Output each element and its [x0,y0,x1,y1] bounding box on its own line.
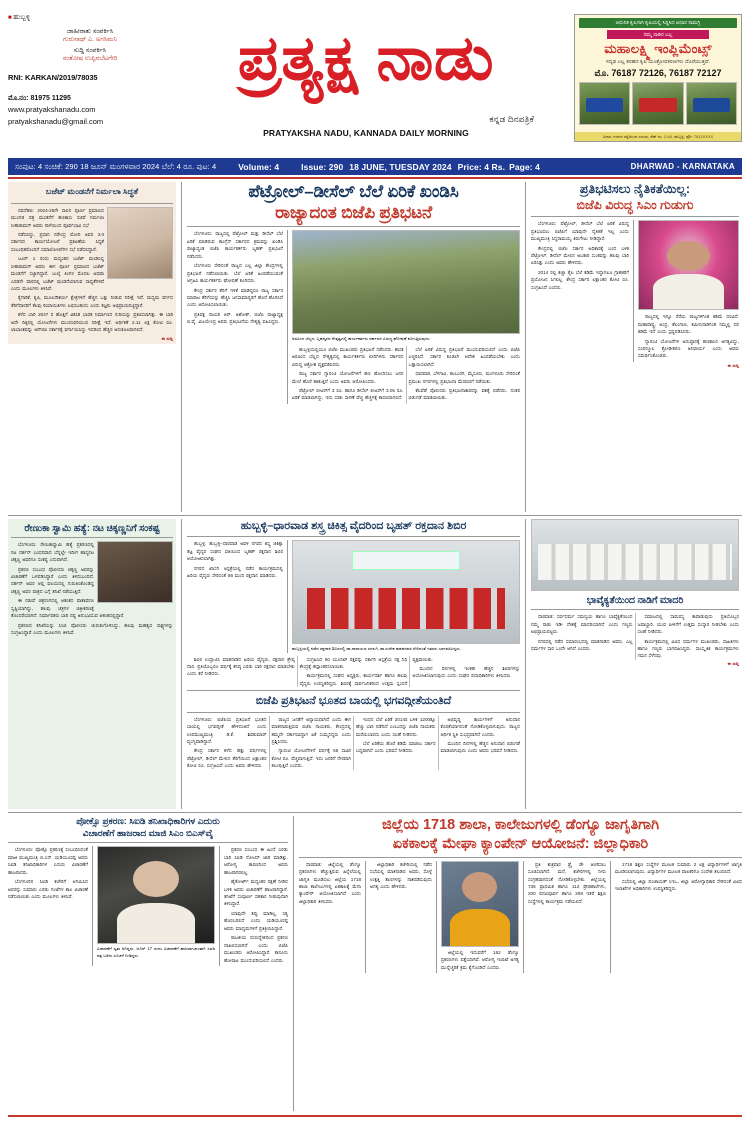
pocso-c3-p0: ಯಾವುದೇ ತಪ್ಪು ಮಾಡಿಲ್ಲ, ಸತ್ಯ ಹೊರಬರಲಿದೆ ಎಂದು ಯಡಿಯೂರಪ್ಪ ಅವರು ಮಾಧ್ಯಮಗಳಿಗೆ ಪ್ರತಿಕ್ರಿಯಿಸಿದ್ದಾರೆ. [224,910,288,931]
cm-body-col1 [531,220,629,362]
petrol-headline-line1: ಪೆಟ್ರೋಲ್–ಡೀಸೆಲ್ ಬೆಲೆ ಏರಿಕೆ ಖಂಡಿಸಿ [248,182,459,201]
bhootha-headline: ಬಿಜೆಪಿ ಪ್ರತಿಭಟನೆ ಭೂತದ ಬಾಯಲ್ಲಿ ಭಗವದ್ಗೀತೆಯಂತಿದೆ [255,695,452,708]
dengue-body-col4 [528,861,606,973]
header-red-rule [8,177,742,179]
petrol-c1-p1: ಬೆಂಗಳೂರು ಸೇರಿದಂತೆ ರಾಜ್ಯದ ಎಲ್ಲ ಜಿಲ್ಲಾ ಕೇಂದ್ರಗಳಲ್ಲಿ ಪ್ರತಿಭಟನೆ ನಡೆಸಲಾಯಿತು. ಬೆಲೆ ಏರಿಕೆ ಹಿಂಪಡೆಯುವಂತೆ ಆಗ್ರಹಿಸಿ ಕಾರ್ಯಕರ್ತರು ಘೋಷಣೆ ಕೂಗಿದರು. [187,263,283,284]
cm-p0: ಬೆಂಗಳೂರು: ಪೆಟ್ರೋಲ್, ಡೀಸೆಲ್ ಬೆಲೆ ಏರಿಕೆ ವಿರುದ್ಧ ಪ್ರತಿಭಟಿಸಲು ಬಿಜೆಪಿಗೆ ಯಾವುದೇ ನೈತಿಕತೆ ಇಲ್ಲ ಎಂದು ಮುಖ್ಯಮಂತ್ರಿ ಸಿದ್ದರಾಮಯ್ಯ ತಿರುಗೇಟು ನೀಡಿದ್ದಾರೆ. [531,221,629,242]
pocso-c1-p0: ಬೆಂಗಳೂರು: ಪೋಕ್ಸೊ ಪ್ರಕರಣಕ್ಕೆ ಸಂಬಂಧಿಸಿದಂತೆ ಮಾಜಿ ಮುಖ್ಯಮಂತ್ರಿ ಬಿ.ಎಸ್. ಯಡಿಯೂರಪ್ಪ ಅವರು ಸಿಐಡಿ ತನಿಖಾಧಿಕಾರಿಗಳ ಎದುರು ವಿಚಾರಣೆಗೆ ಹಾಜರಾದರು. [8,847,88,875]
bhootha-c3-p0: ಇಂಧನ ಬೆಲೆ ಏರಿಕೆ 2014ರ ಬಳಿಕ 1200ಕ್ಕೂ ಹೆಚ್ಚು ಬಾರಿ ನಡೆದಿದೆ ಎಂಬುದನ್ನು ಬಿಜೆಪಿ ನಾಯಕರು ಮರೆಯಬಾರದು ಎಂದು ಸಲಹೆ ನೀಡಿದರು. [356,716,436,737]
petrol-headline-line2: ರಾಜ್ಯಾದಂತ ಬಿಜೆಪಿ ಪ್ರತಿಭಟನೆ [275,202,432,222]
news-contact-block [22,47,158,63]
cm-siddaramaiah-photo [638,220,739,310]
dengue-c1-p0: ಧಾರವಾಡ: ಜಿಲ್ಲೆಯಲ್ಲಿ ಡೆಂಗ್ಯೂ ಪ್ರಕರಣಗಳು ಹೆಚ್ಚುತ್ತಿರುವ ಹಿನ್ನೆಲೆಯಲ್ಲಿ ಜಾಗೃತಿ ಮೂಡಿಸಲು ಜಿಲ್ಲೆಯ 1718 ಶಾಲಾ ಕಾಲೇಜುಗಳಲ್ಲಿ ಏಕಕಾಲಕ್ಕೆ ಮೆಗಾ ಕ್ಯಾಂಪೇನ್ ಆಯೋಜಿಸಲಾಗಿದೆ ಎಂದು ಜಿಲ್ಲಾಧಿಕಾರಿ ತಿಳಿಸಿದರು. [299,861,361,904]
cm-story[interactable] [531,182,739,512]
cm-headline-line1: ಪ್ರತಿಭಟಿಸಲು ನೈತಿಕತೆಯಿಲ್ಲ: [579,182,691,196]
renuka-p0: ಬೆಂಗಳೂರು: ರೇಣುಕಾಸ್ವಾಮಿ ಹತ್ಯೆ ಪ್ರಕರಣದಲ್ಲಿ ನಟ ದರ್ಶನ್ ಬಂಧನವಾದ ಬೆನ್ನಲ್ಲೇ ಇದೀಗ ಹಾಸ್ಯನಟ ಚಿಕ್ಕಣ್ಣ ಅವರಿಗೂ ಸಂಕಷ್ಟ ಎದುರಾಗಿದೆ. [11,542,94,563]
cm-p1: ಕೇಂದ್ರದಲ್ಲಿ ಬಿಜೆಪಿ ಸರ್ಕಾರ ಅಧಿಕಾರಕ್ಕೆ ಬಂದ ಬಳಿಕ ಪೆಟ್ರೋಲ್, ಡೀಸೆಲ್ ಮೇಲಿನ ಅಬಕಾರಿ ಸುಂಕವನ್ನು ಹಲವು ಬಾರಿ ಏರಿಸಿತ್ತು ಎಂದು ಅವರು ಹೇಳಿದರು. [531,245,629,266]
bhav-c2-p1: ಕಾರ್ಯಕ್ರಮದಲ್ಲಿ ವಿವಿಧ ಧರ್ಮಗಳ ಮುಖಂಡರು, ಸಾಹಿತಿಗಳು ಹಾಗೂ ಗಣ್ಯರು ಭಾಗವಹಿಸಿದ್ದರು. ಸಾಂಸ್ಕೃತಿಕ ಕಾರ್ಯಕ್ರಮಗಳು ಗಮನ ಸೆಳೆದವು. [637,638,739,659]
dengue-body-col1 [299,861,361,973]
cm-credit: ಈ ಸುದ್ದಿ [727,362,739,368]
petrol-headline [187,182,520,223]
blood-c1-p0: ಹುಬ್ಬಳ್ಳಿ: ಹುಬ್ಬಳ್ಳಿ–ಧಾರವಾಡ ಅವಳಿ ನಗರದ ಶಸ್ತ್ರ ಚಿಕಿತ್ಸಾ ತಜ್ಞ ವೈದ್ಯರ ಸಂಘದ ವತಿಯಿಂದ ಬೃಹತ್ ರಕ್ತದಾನ ಶಿಬಿರ ಆಯೋಜಿಸಲಾಗಿತ್ತು. [187,541,283,562]
masthead-bullet: ■ ಹುಬ್ಬಳ್ಳಿ [8,14,31,21]
footer-red-rule [8,1115,742,1117]
dengue-story[interactable] [299,816,742,1111]
renuka-headline: ರೇಣುಕಾ ಸ್ವಾಮಿ ಹತ್ಯೆ: ನಟ ಚಿಕ್ಕಣ್ಣನಿಗೆ ಸಂಕಷ್ಟ [24,522,160,533]
renuka-body [11,541,173,636]
budget-para-4: ಕಳೆದ ಬಾರಿ 2047 ರ ಹೊತ್ತಿಗೆ ವಿಕಸಿತ ಭಾರತ ನಿರ್ಮಾಣದ ಗುರಿಯನ್ನು ಪ್ರಕಟಿಸಲಾಗಿತ್ತು. ಈ ಬಾರಿ ಅದೇ ದಿಕ್ಕಿನಲ್ಲಿ ಯೋಜನೆಗಳು ಮುಂದುವರಿಯುವ ನಿರೀಕ್ಷೆ ಇದೆ. ಆರ್ಥಿಕತೆ 2.11 ಲಕ್ಷ ಕೋಟಿ ರೂ. ಲಾಭಾಂಶವನ್ನು ಆರ್‌ಬಿಐ ಸರ್ಕಾರಕ್ಕೆ ವರ್ಗಾಯಿಸಿದ್ದು ಇದರಿಂದ ಹೆಚ್ಚಿನ ಅನುಕೂಲವಾಗಲಿದೆ. [11,312,173,333]
column-rule-3 [181,519,182,809]
column-rule-1 [181,182,182,512]
petrol-c3-p0: ಬೆಲೆ ಏರಿಕೆ ವಿರುದ್ಧ ಪ್ರತಿಭಟನೆ ಮುಂದುವರಿಯಲಿದೆ ಎಂದು ಬಿಜೆಪಿ ಎಚ್ಚರಿಸಿದೆ. ಸರ್ಕಾರ ಕೂಡಲೇ ಆದೇಶ ಹಿಂಪಡೆಯಬೇಕು ಎಂದು ಒತ್ತಾಯಿಸಲಾಗಿದೆ. [408,346,520,367]
bhootha-c4-p0: ಅಭಿವೃದ್ಧಿ ಕಾರ್ಯಗಳಿಗೆ ಅನುದಾನ ಕೊರತೆಯಾಗದಂತೆ ನೋಡಿಕೊಳ್ಳಲಾಗುವುದು. ರಾಜ್ಯದ ಆರ್ಥಿಕ ಸ್ಥಿತಿ ಸುಭದ್ರವಾಗಿದೆ ಎಂದರು. [440,716,520,737]
pocso-body-col3 [224,846,288,966]
contact-phone: ಮೊ.ನಂ: 81975 11295 [8,94,71,102]
pocso-headline-line1: ಪೋಕ್ಸೊ ಪ್ರಕರಣ: ಸಿಐಡಿ ತನಿಖಾಧಿಕಾರಿಗಳ ಎದುರು [76,816,220,826]
budget-headline: ಬಜೆಟ್ ಮಂಡನೆಗೆ ನಿರ್ಮಲಾ ಸಿದ್ಧತೆ [45,187,139,196]
middle-section [8,519,742,809]
bhavaikyate-headline: ಭಾವೈಕ್ಯತೆಯಿಂದ ನಾಡಿಗೆ ಮಾದರಿ [586,594,684,605]
header-advertisement[interactable] [574,14,742,142]
budget-para-3: ಕೈಗಾರಿಕೆ, ಕೃಷಿ, ಮೂಲಸೌಕರ್ಯ ಕ್ಷೇತ್ರಗಳಿಗೆ ಹೆಚ್ಚಿನ ಒತ್ತು ನೀಡುವ ನಿರೀಕ್ಷೆ ಇದೆ. ಮಧ್ಯಮ ವರ್ಗದ ತೆರಿಗೆದಾರರಿಗೆ ಕೆಲವು ರಿಯಾಯಿತಿಗಳು ಲಭಿಸಬಹುದು ಎಂದು ತಜ್ಞರು ಅಭಿಪ್ರಾಯಪಟ್ಟಿದ್ದಾರೆ. [11,295,173,308]
bottom-section [8,816,742,1111]
masthead [8,6,742,156]
dengue-headline-line1: ಜಿಲ್ಲೆಯ 1718 ಶಾಲಾ, ಕಾಲೇಜುಗಳಲ್ಲಿ ಡೆಂಗ್ಯೂ ಜಾಗೃತಿಗಾಗಿ [381,817,660,833]
bhootha-c1-p0: ಬೆಂಗಳೂರು: ಬಿಜೆಪಿಯ ಪ್ರತಿಭಟನೆ ಭೂತದ ಬಾಯಲ್ಲಿ ಭಗವದ್ಗೀತೆ ಹೇಳಿದಂತಿದೆ ಎಂದು ಉಪಮುಖ್ಯಮಂತ್ರಿ ಡಿ.ಕೆ. ಶಿವಕುಮಾರ್ ವ್ಯಂಗ್ಯವಾಡಿದ್ದಾರೆ. [187,716,267,744]
budget-story[interactable] [8,182,176,344]
info-pages: Page: 4 [509,161,541,172]
ad-image-trailer [686,82,737,125]
news-contact-name: ಸಂತೋಷ ಉಪ್ಪಿನಬೆಟಗೇರಿ [62,55,118,63]
petrol-c1-p3: ಪ್ರತಿಪಕ್ಷ ನಾಯಕ ಆರ್. ಅಶೋಕ್, ಬಿಜೆಪಿ ರಾಜ್ಯಾಧ್ಯಕ್ಷ ಬಿ.ವೈ. ವಿಜಯೇಂದ್ರ ಅವರು ಪ್ರತಿಭಟನೆಯ ನೇತೃತ್ವ ವಹಿಸಿದ್ದರು. [187,311,283,325]
masthead-left-info [8,6,158,156]
budget-para-0: ನವದೆಹಲಿ: 2024-25ನೇ ಸಾಲಿನ ಪೂರ್ಣ ಪ್ರಮಾಣದ ಮುಂಗಡ ಪತ್ರ ಮಂಡನೆಗೆ ಹಣಕಾಸು ಸಚಿವೆ ನಿರ್ಮಲಾ ಸೀತಾರಾಮನ್ ಅವರು ನಾಳೆಯಿಂದ ಪೂರ್ವಭಾವಿ ಸಭೆ [11,207,104,228]
bs-yediyurappa-photo [97,846,215,944]
pocso-photo-caption: ವಿಚಾರಣೆಗೆ ಸ್ವತಃ ಅಗಿದ್ದರು. ಜೂನ್ 17 ರಂದು ವಿಚಾರಣೆಗೆ ಹಾಜರಾಗುವಂತಾಗಿ ಸಿಐಡಿ ಪತ್ರ ಬರೆದು ಸೂಚನೆ ನೀಡಿದ್ದರು. [97,946,215,958]
dengue-body-col5 [615,861,742,973]
dengue-c5-p0: 1718 ಶಿಕ್ಷಣ ಸಂಸ್ಥೆಗಳ ಮೂಲಕ ಸುಮಾರು 2 ಲಕ್ಷ ವಿದ್ಯಾರ್ಥಿಗಳಿಗೆ ಜಾಗೃತಿ ಮೂಡಿಸಲಾಗುವುದು. ವಿದ್ಯಾರ್ಥಿಗಳ ಮೂಲಕ ಪಾಲಕರಿಗೂ ಸಂದೇಶ ತಲುಪಲಿದೆ. [615,861,742,875]
pocso-story[interactable] [8,816,288,1111]
bhav-c1-p1: ನಗರದಲ್ಲಿ ನಡೆದ ಸಮಾರಂಭದಲ್ಲಿ ಮಾತನಾಡಿದ ಅವರು, ಎಲ್ಲ ಧರ್ಮಗಳ ಸಾರ ಒಂದೇ ಆಗಿದೆ ಎಂದರು. [531,638,633,651]
bhootha-c2-p0: ರಾಜ್ಯದ ಜನತೆಗೆ ಅನ್ಯಾಯವಾಗಿದೆ ಎಂದು ಈಗ ಮಾತನಾಡುತ್ತಿರುವ ಬಿಜೆಪಿ ನಾಯಕರು, ಕೇಂದ್ರದಲ್ಲಿ ತಮ್ಮದೇ ಸರ್ಕಾರವಿದ್ದಾಗ ಏಕೆ ಸುಮ್ಮನಿದ್ದರು ಎಂದು ಪ್ರಶ್ನಿಸಿದರು. [271,716,351,744]
pocso-c2-p1: ಹೈಕೋರ್ಟ್ ಮಧ್ಯಂತರ ರಕ್ಷಣೆ ನೀಡಿದ ಬಳಿಕ ಅವರು ವಿಚಾರಣೆಗೆ ಹಾಜರಾಗಿದ್ದಾರೆ. ತನಿಖೆಗೆ ಸಂಪೂರ್ಣ ಸಹಕಾರ ನೀಡುವುದಾಗಿ ತಿಳಿಸಿದ್ದಾರೆ. [224,879,288,907]
pocso-c3-p1: ರಾಜಕೀಯ ದುರುದ್ದೇಶದಿಂದ ಪ್ರಕರಣ ದಾಖಲಿಸಲಾಗಿದೆ ಎಂದು ಬಿಜೆಪಿ ಮುಖಂಡರು ಆರೋಪಿಸಿದ್ದಾರೆ. ಕಾನೂನು ಹೋರಾಟ ಮುಂದುವರಿಯಲಿದೆ ಎಂದರು. [224,935,288,963]
budget-body [11,207,173,334]
info-date: 18 JUNE, TUESDAY 2024 [349,161,452,172]
bhootha-c1-p1: ಕೇಂದ್ರ ಸರ್ಕಾರ ಕಳೆದ ಹತ್ತು ವರ್ಷಗಳಲ್ಲಿ ಪೆಟ್ರೋಲ್, ಡೀಸೆಲ್ ಮೇಲಿನ ತೆರಿಗೆಯಿಂದ ಲಕ್ಷಾಂತರ ಕೋಟಿ ರೂ. ಸಂಗ್ರಹಿಸಿದೆ ಎಂದು ಅವರು ಹೇಳಿದರು. [187,748,267,769]
dengue-headline [299,816,742,854]
budget-para-1: ನಡೆಸಲಿದ್ದು, ಪ್ರಧಾನಿ ನರೇಂದ್ರ ಮೋದಿ ಅವರ 3.0 ಸರ್ಕಾರದ ಕಾರ್ಯಯೋಜನೆ ಪ್ರಕಟಣೆಯ ಸಿದ್ಧತೆ ಸಂಬಂಧಿತರೊಂದಿಗೆ ಸಮಾಲೋಚನೆಗಳ ಸಭೆ ನಡೆಸಲಿದ್ದಾರೆ. [11,231,104,252]
dengue-body-col3 [441,949,519,971]
info-place: DHARWAD - KARNATAKA [630,162,735,171]
actor-chikkanna-photo [97,541,173,603]
bhav-c1-p0: ಧಾರವಾಡ: ಸರ್ವಧರ್ಮ ಸಮನ್ವಯ ಹಾಗೂ ಭಾವೈಕ್ಯತೆಯಿಂದ ನಮ್ಮ ನಾಡು ಇಡೀ ದೇಶಕ್ಕೆ ಮಾದರಿಯಾಗಿದೆ ಎಂದು ಗಣ್ಯರು ಅಭಿಪ್ರಾಯಪಟ್ಟರು. [531,614,633,635]
bjp-protest-rally-photo [292,230,520,334]
advert-contact-name: ಗುರುನಾಥ್ ಎ. ಅಗಸಿಮನಿ [63,36,117,44]
column-rule-5 [293,816,294,1111]
cm-p4: ಗ್ಯಾರಂಟಿ ಯೋಜನೆಗಳ ಅನುಷ್ಠಾನಕ್ಕೆ ಹಣಕಾಸಿನ ಅಗತ್ಯವಿದ್ದು, ಸಂಪನ್ಮೂಲ ಕ್ರೋಢೀಕರಣ ಅನಿವಾರ್ಯ ಎಂದು ಅವರು ಸಮರ್ಥಿಸಿಕೊಂಡರು. [638,338,739,359]
center-middle [187,519,520,809]
cm-p2: 2014 ರಲ್ಲಿ ಕಚ್ಚಾ ತೈಲ ಬೆಲೆ ಕಡಿಮೆ ಇದ್ದಾಗಲೂ ಗ್ರಾಹಕರಿಗೆ ಪ್ರಯೋಜನ ಸಿಗಲಿಲ್ಲ. ಕೇಂದ್ರ ಸರ್ಕಾರ ಲಕ್ಷಾಂತರ ಕೋಟಿ ರೂ. ಸಂಗ್ರಹಿಸಿದೆ ಎಂದರು. [531,269,629,290]
ad-description: ಸದೃಢ ಎಲ್ಲ ತರಹದ ಕೃಷಿ ಯಂತ್ರೋಪಕರಣಗಳು ದೊರೆಯುತ್ತವೆ. [606,59,710,65]
bhavaikyate-credit: ಈ ಸುದ್ದಿ [727,660,739,666]
petrol-c3-p2: ಕೆಲವೆಡೆ ಪೊಲೀಸರು ಪ್ರತಿಭಟನಾಕಾರರನ್ನು ವಶಕ್ಕೆ ಪಡೆದರು. ನಂತರ ಬಿಡುಗಡೆ ಮಾಡಲಾಯಿತು. [408,387,520,401]
newspaper-logo: ಪ್ರತ್ಯಕ್ಷ ನಾಡು [237,24,495,93]
blood-c3-p0: ಕಾರ್ಯಕ್ರಮದಲ್ಲಿ ಸಂಘದ ಅಧ್ಯಕ್ಷರು, ಕಾರ್ಯದರ್ಶಿ ಹಾಗೂ ಹಲವು ವೈದ್ಯರು ಉಪಸ್ಥಿತರಿದ್ದರು. ಶಿಬಿರಕ್ಕೆ ಸಾರ್ವಜನಿಕರಿಂದ ಉತ್ತಮ ಸ್ಪಂದನೆ ವ್ಯಕ್ತವಾಯಿತು. [299,656,434,686]
bhavaikyate-story[interactable] [531,519,739,809]
blood-donation-camp-photo [292,540,520,644]
ad-phone: ಮೊ. 76187 72126, 76187 72127 [594,68,722,78]
masthead-logo-area [158,6,574,156]
petrol-photo-caption: ಅರವಿಂದ ಬೆಲ್ಲದ, ಬೃಹನ್ಮಠದ ನೇತೃತ್ವದಲ್ಲಿ ಕಾರ್ಯಕರ್ತರು ಸರ್ಕಾರದ ವಿರುದ್ಧ ಘೋಷಣೆ ಕೂಗುತ್ತಿರುವುದು. [292,336,431,342]
pocso-headline [8,816,288,839]
budget-para-2: ಜೂನ್ 1 ರಂದು ಮಧ್ಯಂತರ ಬಜೆಟ್ ಮಂಡಿಸಿದ್ದ ಸೀತಾರಾಮನ್ ಅವರು ಈಗ ಪೂರ್ಣ ಪ್ರಮಾಣದ ಬಜೆಟ್ ಮಂಡನೆಗೆ ಸಜ್ಜಾಗಿದ್ದಾರೆ. ಜುಲೈ ತಿಂಗಳ ಮೊದಲ ಅಥವಾ ಎರಡನೇ ವಾರದಲ್ಲಿ ಬಜೆಟ್ ಮಂಡನೆಯಾಗುವ ಸಾಧ್ಯತೆಗಳಿವೆ ಎಂದು ಮೂಲಗಳು ತಿಳಿಸಿವೆ. [11,256,104,292]
lead-story-petrol[interactable] [187,182,520,512]
masthead-city: ಹುಬ್ಬಳ್ಳಿ [13,14,31,21]
contact-website[interactable]: www.pratyakshanadu.com [8,105,96,115]
ad-image-rotavator [632,82,683,125]
left-column-top [8,182,176,512]
masthead-contact-details [8,94,158,128]
renuka-story[interactable] [8,519,176,809]
advert-contact-block [22,28,158,44]
renuka-p2: ಈ ನಡುವೆ ಚಿತ್ರರಂಗದಲ್ಲಿ ಆತಂಕದ ವಾತಾವರಣ ಸೃಷ್ಟಿಯಾಗಿದ್ದು, ಹಲವು ಚಿತ್ರಗಳ ಚಿತ್ರೀಕರಣಕ್ಕೆ ತೊಂದರೆಯಾಗಿದೆ. ನಿರ್ಮಾಪಕರು ಭಾರಿ ನಷ್ಟ ಅನುಭವಿಸುವ ಆತಂಕದಲ್ಲಿದ್ದಾರೆ. [11,598,125,619]
rni-number: RNI: KARKAN/2019/78035 [8,72,98,82]
info-price: Price: 4 Rs. [457,161,506,172]
cm-headline [531,182,739,213]
budget-credit: ಈ ಸುದ್ದಿ [161,335,173,341]
bhootha-c3-p1: ಬೆಲೆ ಏರಿಕೆಯ ಹೊರೆ ಕಡಿಮೆ ಮಾಡಲು ಸರ್ಕಾರ ಬದ್ಧವಾಗಿದೆ ಎಂದು ಭರವಸೆ ನೀಡಿದರು. [356,740,436,754]
bhootha-c2-p1: ಗ್ಯಾರಂಟಿ ಯೋಜನೆಗಳಿಗೆ ವರ್ಷಕ್ಕೆ 56 ಸಾವಿರ ಕೋಟಿ ರೂ. ವೆಚ್ಚವಾಗುತ್ತಿದೆ. ಇದು ಜನರಿಗೆ ನೇರವಾಗಿ ತಲುಪುತ್ತಿದೆ ಎಂದರು. [271,748,351,769]
info-issue: Issue: 290 [301,161,344,172]
dengue-c3-p0: ಜಿಲ್ಲೆಯಲ್ಲಿ ಇದುವರೆಗೆ 162 ಡೆಂಗ್ಯೂ ಪ್ರಕರಣಗಳು ಪತ್ತೆಯಾಗಿವೆ. ಆರೋಗ್ಯ ಇಲಾಖೆ ಅಗತ್ಯ ಮುನ್ನೆಚ್ಚರಿಕೆ ಕ್ರಮ ಕೈಗೊಂಡಿದೆ ಎಂದರು. [441,949,519,970]
petrol-c2-p2: ಪೆಟ್ರೋಲ್ ಲೀಟರ್‌ಗೆ 3 ರೂ. ಹಾಗೂ ಡೀಸೆಲ್ ಲೀಟರ್‌ಗೆ 3.05 ರೂ. ಏರಿಕೆ ಮಾಡಲಾಗಿದ್ದು, ಇದು ಸರಕು ಸಾಗಣೆ ವೆಚ್ಚ ಹೆಚ್ಚಳಕ್ಕೆ ಕಾರಣವಾಗಲಿದೆ. [292,387,404,401]
news-contact-label: ಸುದ್ದಿ ಸಂಪರ್ಕಿಸಿ [73,47,107,55]
column-rule-2 [525,182,526,512]
nirmala-sitharaman-photo [107,207,173,279]
dengue-headline-line2: ಏಕಕಾಲಕ್ಕೆ ಮೇಘಾ ಕ್ಯಾಂಪೇನ್ ಆಯೋಜನೆ: ಜಿಲ್ಲಾಧಿಕಾರಿ [392,835,649,852]
issue-info-bar [8,158,742,175]
renuka-p1: ಪ್ರಕರಣ ಸಂಬಂಧ ಪೊಲೀಸರು ಚಿಕ್ಕಣ್ಣ ಅವರನ್ನು ವಿಚಾರಣೆಗೆ ಒಳಪಡಿಸಿದ್ದಾರೆ ಎಂದು ತಿಳಿದುಬಂದಿದೆ. ದರ್ಶನ್ ಅವರ ಆಪ್ತ ವಲಯದಲ್ಲಿ ಗುರುತಿಸಿಕೊಂಡಿದ್ದ ಚಿಕ್ಕಣ್ಣ ಅವರ ಪಾತ್ರದ ಬಗ್ಗೆ ತನಿಖೆ ನಡೆಯುತ್ತಿದೆ. [11,566,94,594]
ad-image-plough [579,82,630,125]
petrol-c1-p2: ಕೇಂದ್ರ ಸರ್ಕಾರ ತೆರಿಗೆ ಇಳಿಕೆ ಮಾಡಿದ್ದರೂ ರಾಜ್ಯ ಸರ್ಕಾರ ಮಾರಾಟ ತೆರಿಗೆಯನ್ನು ಹೆಚ್ಚಿಸಿ ಜನಸಾಮಾನ್ಯರಿಗೆ ಹೊರೆ ಹೊರಿಸಿದೆ ಎಂದು ಆರೋಪಿಸಲಾಯಿತು. [187,287,283,308]
petrol-body-lower [292,346,520,404]
pocso-c2-p0: ಪ್ರಕರಣ ಸಂಬಂಧ ಈ ಹಿಂದೆ ಎರಡು ಬಾರಿ ಸಿಐಡಿ ನೋಟಿಸ್ ಜಾರಿ ಮಾಡಿತ್ತು. ಆರೋಗ್ಯ ಕಾರಣದಿಂದ ಅವರು ಹಾಜರಾಗಿರಲಿಲ್ಲ. [224,847,288,875]
dengue-body-col2 [370,861,432,973]
blood-body-lower [187,656,520,688]
info-volume: Volume: 4 [238,161,280,172]
blood-headline: ಹುಬ್ಬಳ್ಳಿ–ಧಾರವಾಡ ಶಸ್ತ್ರ ಚಿಕಿತ್ಸ ವೈದರಿಂದ ಬೃಹತ್ ರಕ್ತದಾನ ಶಿಬಿರ [240,520,467,532]
blood-body-col1 [187,540,283,652]
district-collector-photo [441,861,519,947]
dengue-c2-p0: ಜಿಲ್ಲಾಧಿಕಾರಿ ಕಚೇರಿಯಲ್ಲಿ ನಡೆದ ಸಭೆಯಲ್ಲಿ ಮಾತನಾಡಿದ ಅವರು, ಸೊಳ್ಳೆ ಉತ್ಪತ್ತಿ ತಾಣಗಳನ್ನು ನಾಶಪಡಿಸುವುದು ಅಗತ್ಯ ಎಂದು ಹೇಳಿದರು. [370,861,432,889]
ad-footer-address: ವಿಳಾಸ: ಗದಗದ ರಸ್ತೆಯಿಂದ ಎದುರು, ಶೆಡ್ ನಂ. 2-64, ಹುಬ್ಬಳ್ಳಿ, ಫೋ: 7611XXXX [575,132,741,141]
advert-contact-label: ಜಾಹೀರಾತು ಸಂಪರ್ಕಿಸಿ [66,28,114,35]
petrol-c2-p0: ಹುಬ್ಬಳ್ಳಿಯಲ್ಲಿಯೂ ಬಿಜೆಪಿ ಮುಖಂಡರು ಪ್ರತಿಭಟನೆ ನಡೆಸಿದರು. ಶಾಸಕ ಅರವಿಂದ ಬೆಲ್ಲದ ನೇತೃತ್ವದಲ್ಲಿ ಕಾರ್ಯಕರ್ತರು ಬೀದಿಗಿಳಿದು ಸರ್ಕಾರದ ವಿರುದ್ಧ ಆಕ್ರೋಶ ವ್ಯಕ್ತಪಡಿಸಿದರು. [292,346,404,367]
pocso-headline-line2: ವಿಚಾರಣೆಗೆ ಹಾಜರಾದ ಮಾಜಿ ಸಿಎಂ ಬಿಎಸ್‌ವೈ [82,827,214,838]
info-kannada: ಸಂಪುಟ: 4 ಸಂಚಿಕೆ: 290 18 ಜೂನ್ ಮಂಗಳವಾರ 2024 ಬೆಲೆ: 4 ರೂ. ಪುಟ: 4 [15,161,217,171]
petrol-c3-p1: ಧಾರವಾಡ, ಬೆಳಗಾವಿ, ಕಲಬುರಗಿ, ಮೈಸೂರು, ಮಂಗಳೂರು ಸೇರಿದಂತೆ ಪ್ರಮುಖ ನಗರಗಳಲ್ಲಿ ಪ್ರತಿಭಟನಾ ಮೆರವಣಿಗೆ ನಡೆಯಿತು. [408,371,520,384]
bhootha-body [187,716,520,770]
blood-c1-p1: ನಗರದ ಖಾಸಗಿ ಆಸ್ಪತ್ರೆಯಲ್ಲಿ ನಡೆದ ಕಾರ್ಯಕ್ರಮದಲ್ಲಿ ಹಿರಿಯ ವೈದ್ಯರು ಸೇರಿದಂತೆ 86 ಮಂದಿ ರಕ್ತದಾನ ಮಾಡಿದರು. [187,565,283,579]
dengue-c4-p0: ಪ್ರತಿ ಶುಕ್ರವಾರ ಡ್ರೈ ಡೇ ಆಚರಿಸಲು ಸೂಚಿಸಲಾಗಿದೆ. ಮನೆ, ಕಚೇರಿಗಳಲ್ಲಿ ನೀರು ಸಂಗ್ರಹವಾಗದಂತೆ ನೋಡಿಕೊಳ್ಳಬೇಕು. ಜಿಲ್ಲೆಯಲ್ಲಿ 735 ಪ್ರಾಥಮಿಕ ಹಾಗೂ 112 ಪ್ರೌಢಶಾಲೆಗಳು, 200 ಪದವಿಪೂರ್ವ ಹಾಗೂ 208 ಇತರೆ ಶಿಕ್ಷಣ ಸಂಸ್ಥೆಗಳಲ್ಲಿ ಕಾರ್ಯಕ್ರಮ ನಡೆಯಲಿದೆ. [528,861,606,904]
bhootha-story[interactable] [187,694,520,769]
contact-email[interactable]: pratyakshanadu@gmail.com [8,116,104,126]
petrol-c1-p0: ಬೆಂಗಳೂರು: ರಾಜ್ಯದಲ್ಲಿ ಪೆಟ್ರೋಲ್ ಮತ್ತು ಡೀಸೆಲ್ ಬೆಲೆ ಏರಿಕೆ ಮಾಡಿರುವ ಕಾಂಗ್ರೆಸ್ ಸರ್ಕಾರದ ಕ್ರಮವನ್ನು ಖಂಡಿಸಿ ರಾಜ್ಯಾದ್ಯಂತ ಬಿಜೆಪಿ ಕಾರ್ಯಕರ್ತರು ಬೃಹತ್ ಪ್ರತಿಭಟನೆ ನಡೆಸಿದರು. [187,231,283,259]
bhavaikyate-body [531,613,739,660]
cm-headline-line2: ಬಿಜೆಪಿ ವಿರುದ್ಧ ಸಿಎಂ ಗುಡುಗು [576,197,694,212]
blood-photo-caption: ಹುಬ್ಬಳ್ಳಿಯಲ್ಲಿ ನಡೆದ ರಕ್ತದಾನ ಶಿಬಿರದಲ್ಲಿ ಡಾ.ನಾರಾಯಣ ಸದಲಗಿ, ಡಾ.ಸುರೇಶ ಹಡಪದವರ ಸೇರಿದಂತೆ ಇತರರು ಭಾಗವಹಿಸಿದ್ದರು. [292,646,462,652]
petrol-c2-p1: ರಾಜ್ಯ ಸರ್ಕಾರ ಗ್ಯಾರಂಟಿ ಯೋಜನೆಗಳಿಗೆ ಹಣ ಹೊಂದಿಸಲು ಜನರ ಮೇಲೆ ಹೊರೆ ಹಾಕುತ್ತಿದೆ ಎಂದು ಅವರು ಆರೋಪಿಸಿದರು. [292,371,404,384]
ad-ribbon: ನಮ್ಮ ನಾಡಿನ ಬಲ್ಲ [607,30,710,39]
tagline-english: PRATYAKSHA NADU, KANNADA DAILY MORNING [263,128,469,138]
pocso-c1-p1: ಬೆಂಗಳೂರಿನ ಸಿಐಡಿ ಕಚೇರಿಗೆ ಆಗಮಿಸಿದ ಅವರನ್ನು ಸುಮಾರು ಎರಡು ಗಂಟೆಗಳ ಕಾಲ ವಿಚಾರಣೆ ನಡೆಸಲಾಯಿತು ಎಂದು ಮೂಲಗಳು ತಿಳಿಸಿವೆ. [8,879,88,899]
cm-p3: ರಾಜ್ಯದಲ್ಲಿ ಇನ್ನೂ ನೆರೆಯ ರಾಜ್ಯಗಳಿಗಿಂತ ಕಡಿಮೆ ದರವಿದೆ. ಮಹಾರಾಷ್ಟ್ರ, ಆಂಧ್ರ, ತೆಲಂಗಾಣ, ತಮಿಳುನಾಡಿಗಿಂತ ನಮ್ಮಲ್ಲಿ ದರ ಕಡಿಮೆ ಇದೆ ಎಂದು ಸ್ಪಷ್ಟಪಡಿಸಿದರು. [638,314,739,335]
blood-donation-story[interactable] [187,519,520,687]
bhav-c2-p0: ಸಮಾಜದಲ್ಲಿ ಸಾಮರಸ್ಯ ಕಾಪಾಡುವುದು ಪ್ರತಿಯೊಬ್ಬರ ಜವಾಬ್ದಾರಿ. ಯುವ ಪೀಳಿಗೆಗೆ ಉತ್ತಮ ಸಂಸ್ಕಾರ ನೀಡಬೇಕು ಎಂದು ಸಲಹೆ ನೀಡಿದರು. [637,614,739,635]
column-rule-4 [525,519,526,809]
blood-c3-p1: ಮುಂದಿನ ದಿನಗಳಲ್ಲಿ ಇಂತಹ ಹೆಚ್ಚಿನ ಶಿಬಿರಗಳನ್ನು ಆಯೋಜಿಸಲಾಗುವುದು ಎಂದು ಸಂಘದ ಪದಾಧಿಕಾರಿಗಳು ತಿಳಿಸಿದರು. [412,666,520,679]
cm-body-col2 [638,313,739,360]
blood-c2-p1: ಸಂಗ್ರಹಿಸಿದ 60 ಯೂನಿಟ್ ರಕ್ತವನ್ನು ಸರ್ಕಾರಿ ಆಸ್ಪತ್ರೆಯ ರಕ್ತ ನಿಧಿ ಕೇಂದ್ರಕ್ಕೆ ಹಸ್ತಾಂತರಿಸಲಾಯಿತು. [299,656,408,670]
pocso-body-col1 [8,846,88,966]
top-section [8,182,742,512]
bhootha-c4-p1: ಮುಂದಿನ ದಿನಗಳಲ್ಲಿ ಹೆಚ್ಚಿನ ಅನುದಾನ ಬಿಡುಗಡೆ ಮಾಡಲಾಗುವುದು ಎಂದು ಅವರು ಭರವಸೆ ನೀಡಿದರು. [440,740,520,754]
tagline-kannada: ಕನ್ನಡ ದಿನಪತ್ರಿಕೆ [489,114,534,124]
petrol-body-col1 [187,230,283,403]
ad-product-images [575,79,741,127]
renuka-p3: ಪ್ರಕರಣದ ತನಿಖೆಯನ್ನು ಸಿಸಿಬಿ ಪೊಲೀಸರು ಚುರುಕುಗೊಳಿಸಿದ್ದು, ಹಲವು ಮಹತ್ವದ ಸಾಕ್ಷ್ಯಗಳನ್ನು ಸಂಗ್ರಹಿಸಿದ್ದಾರೆ ಎಂದು ಮೂಲಗಳು ತಿಳಿಸಿವೆ. [11,622,173,636]
ad-top-band: ಆಧುನಿಕ ಕೃಷಿಗಾಗಿ ಕೃಷಿಯಲ್ಲಿ ಸಿದ್ಧಿಸಿದ ಆಧಾರ ಸಾಮಗ್ರಿ [579,18,737,28]
community-gathering-photo [531,519,739,591]
dengue-c5-p1: ಸಭೆಯಲ್ಲಿ ಜಿಲ್ಲಾ ಪಂಚಾಯತ್ ಸಿಇಒ, ಜಿಲ್ಲಾ ಆರೋಗ್ಯಾಧಿಕಾರಿ ಸೇರಿದಂತೆ ವಿವಿಧ ಇಲಾಖೆಗಳ ಅಧಿಕಾರಿಗಳು ಉಪಸ್ಥಿತರಿದ್ದರು. [615,878,742,891]
blood-c2-p0: ಶಿಬಿರ ಉದ್ಘಾಟಿಸಿ ಮಾತನಾಡಿದ ಹಿರಿಯ ವೈದ್ಯರು, ರಕ್ತದಾನ ಶ್ರೇಷ್ಠ ದಾನ. ಪ್ರತಿಯೊಬ್ಬರೂ ವರ್ಷಕ್ಕೆ ಕನಿಷ್ಠ ಎರಡು ಬಾರಿ ರಕ್ತದಾನ ಮಾಡಬೇಕು ಎಂದು ಕರೆ ನೀಡಿದರು. [187,656,295,677]
ad-title: ಮಹಾಲಕ್ಷ್ಮಿ ಇಂಪ್ಲಿಮೆಂಟ್ಸ್ [604,41,712,56]
